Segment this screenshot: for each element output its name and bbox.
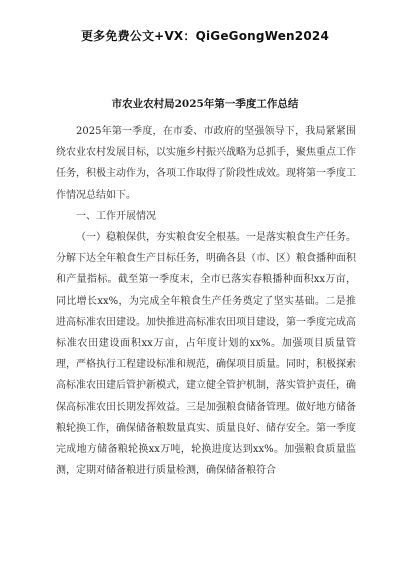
intro-paragraph: 2025年第一季度，在市委、市政府的坚强领导下，我局紧紧围绕农业农村发展目标，以实施乡村振兴战略为总抓手，聚焦重点工作任务，积极主动作为，各项工作取得了阶段性成效。现将第一季度工作情况总结如下。 bbox=[56, 126, 356, 201]
promo-banner: 更多免费公文+VX：QiGeGongWen2024 bbox=[80, 29, 329, 43]
document-title: 市农业农村局2025年第一季度工作总结 bbox=[111, 98, 299, 110]
document-body bbox=[56, 121, 356, 481]
section-paragraph: （一）稳粮保供，夯实粮食安全根基。一是落实粮食生产任务。分解下达全年粮食生产目标任务，明确各县（市、区）粮食播种面积和产量指标。截至第一季度末，全市已落实春粮播种面积xx万亩，同比增长xx%，为完成全年粮食生产任务奠定了坚实基础。二是推进高标准农田建设。加快推进高标准农田项目建设，第一季度完成高标准农田建设面积xx万亩，占年度计划的xx%。加强项目质量管理，严格执行工程建设标准和规范，确保项目质量。同时，积极探索高标准农田建后管护新模式，建立健全管护机制，落实管护责任，确保高标准农田长期发挥效益。三是加强粮食储备管理。做好地方储备粮轮换工作，确保储备粮数量真实、质量良好、储存安全。第一季度完成地方储备粮轮换xx万吨，轮换进度达到xx%。加强粮食质量监测，定期对储备粮进行质量检测，确保储备粮符合 bbox=[56, 232, 356, 477]
section-heading: 一、工作开展情况 bbox=[76, 210, 156, 222]
